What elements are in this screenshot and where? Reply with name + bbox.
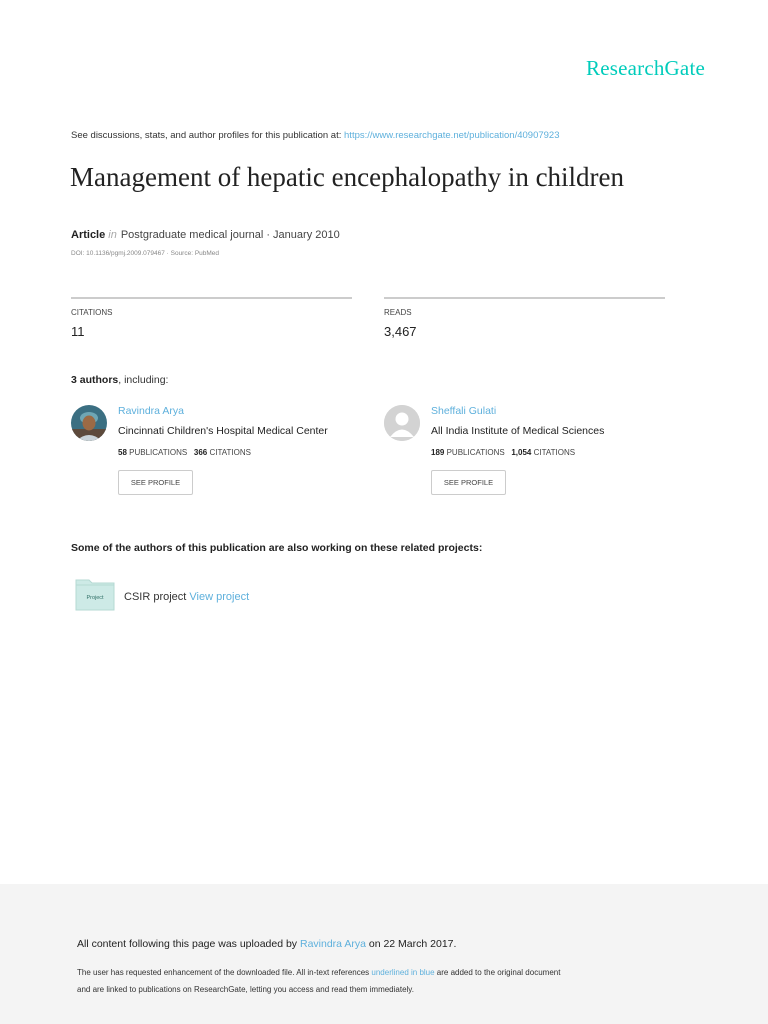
author-stats bbox=[118, 448, 251, 457]
author-name-link[interactable]: Sheffali Gulati bbox=[431, 405, 497, 417]
doi-source: DOI: 10.1136/pgmj.2009.079467 · Source: PubMed bbox=[71, 250, 220, 257]
related-projects-heading: Some of the authors of this publication are also working on these related projects: bbox=[71, 542, 483, 554]
project-name: CSIR project bbox=[124, 591, 190, 603]
reads-count: 3,467 bbox=[384, 324, 417, 339]
intro-line bbox=[71, 130, 560, 141]
author-citations-count: 1,054 bbox=[511, 448, 532, 457]
journal-date: Postgraduate medical journal · January 2010 bbox=[120, 229, 340, 241]
upload-notice bbox=[77, 938, 456, 950]
footer-panel bbox=[0, 884, 768, 1024]
citations-label: CITATIONS bbox=[71, 308, 113, 317]
researchgate-logo[interactable]: ResearchGate bbox=[586, 56, 705, 80]
intro-text: See discussions, stats, and author profiles for this publication at: bbox=[71, 130, 345, 141]
enhancement-note-prefix: The user has requested enhancement of the downloaded file. All in-text references bbox=[77, 968, 372, 977]
user-placeholder-icon bbox=[384, 405, 420, 441]
author-citations-label: CITATIONS bbox=[533, 448, 576, 457]
project-folder-icon[interactable] bbox=[75, 578, 115, 611]
folder-icon bbox=[75, 578, 115, 611]
upload-suffix: on 22 March 2017. bbox=[365, 938, 457, 950]
see-profile-button[interactable]: SEE PROFILE bbox=[118, 470, 193, 495]
author-institution: Cincinnati Children's Hospital Medical Center bbox=[118, 425, 328, 437]
uploader-link[interactable]: Ravindra Arya bbox=[299, 938, 366, 950]
citations-divider bbox=[71, 297, 352, 299]
publication-url-link[interactable]: https://www.researchgate.net/publication/40907923 bbox=[344, 130, 560, 141]
author-avatar-photo[interactable] bbox=[71, 405, 107, 441]
project-item bbox=[124, 591, 249, 603]
authors-heading bbox=[71, 374, 168, 386]
author-publications-count: 58 bbox=[118, 448, 127, 457]
publication-type: Article bbox=[71, 229, 106, 241]
author-name-link[interactable]: Ravindra Arya bbox=[118, 405, 184, 417]
author-stats bbox=[431, 448, 575, 457]
publication-title: Management of hepatic encephalopathy in children bbox=[70, 162, 625, 192]
linked-publications-note: and are linked to publications on ResearchGate, letting you access and read them immediately. bbox=[77, 985, 414, 994]
authors-including: , including: bbox=[118, 374, 169, 386]
upload-prefix: All content following this page was uploaded by bbox=[77, 938, 300, 950]
in-word: in bbox=[108, 229, 117, 241]
reads-label: READS bbox=[384, 308, 412, 317]
author-institution: All India Institute of Medical Sciences bbox=[431, 425, 605, 437]
author-citations-label: CITATIONS bbox=[209, 448, 251, 457]
author-publications-count: 189 bbox=[431, 448, 445, 457]
reads-divider bbox=[384, 297, 665, 299]
author-avatar-placeholder[interactable] bbox=[384, 405, 420, 441]
see-profile-button[interactable]: SEE PROFILE bbox=[431, 470, 506, 495]
citations-count: 11 bbox=[71, 324, 85, 339]
publication-meta bbox=[71, 229, 340, 241]
author-citations-count: 366 bbox=[193, 448, 208, 457]
enhancement-note-suffix: are added to the original document bbox=[434, 968, 561, 977]
project-icon-label: Project bbox=[86, 595, 104, 601]
author-photo-icon bbox=[71, 405, 107, 441]
enhancement-note bbox=[77, 968, 560, 977]
underlined-in-blue-text: underlined in blue bbox=[371, 968, 435, 977]
author-publications-label: PUBLICATIONS bbox=[129, 448, 188, 457]
author-publications-label: PUBLICATIONS bbox=[446, 448, 505, 457]
view-project-link[interactable]: View project bbox=[189, 591, 250, 603]
authors-count: 3 authors bbox=[71, 374, 119, 386]
